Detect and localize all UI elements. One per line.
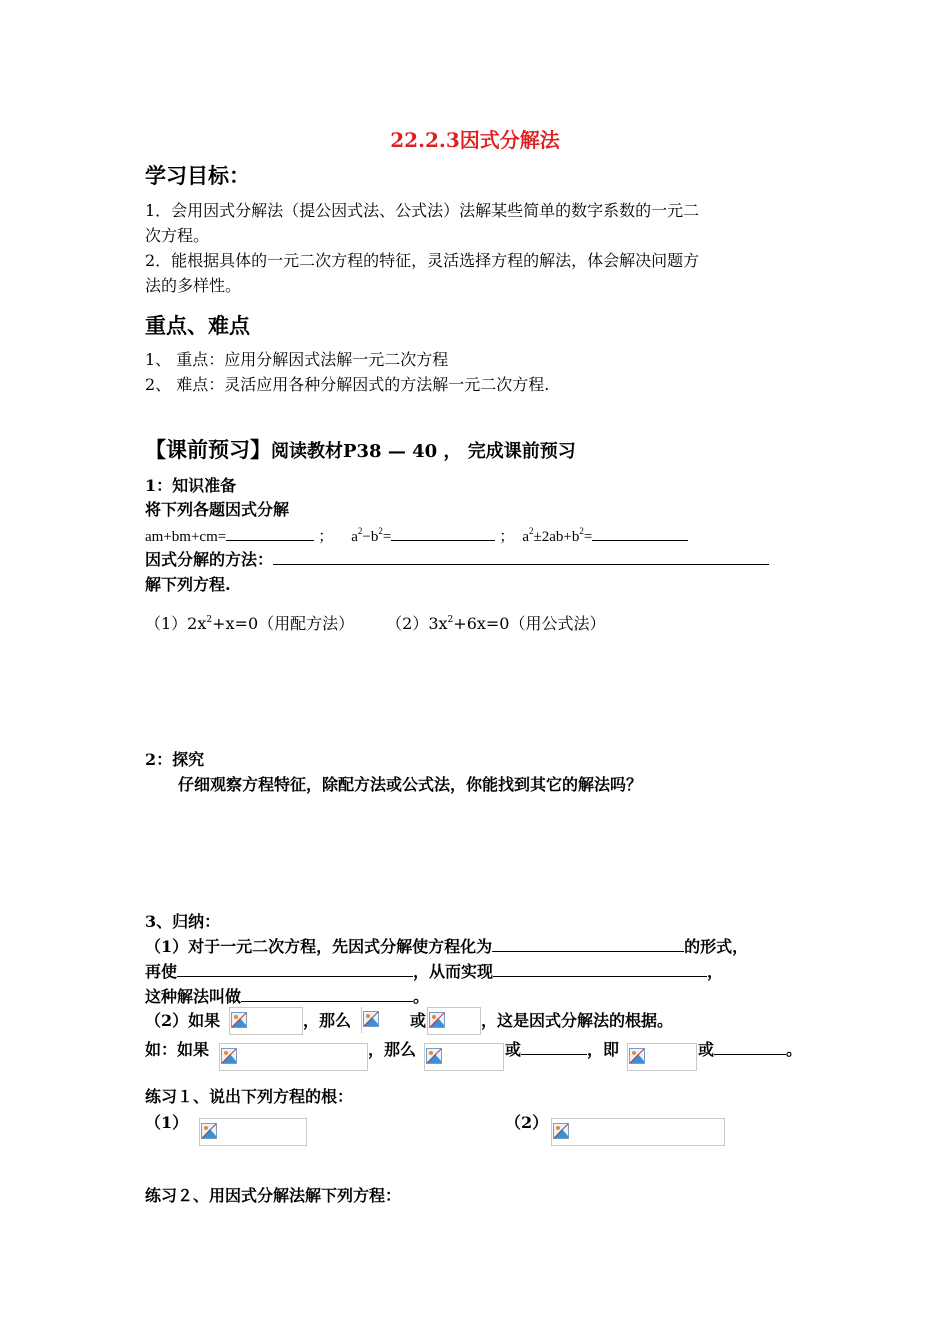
formula-2-blank[interactable] [391, 524, 495, 541]
section-1-label: 1：知识准备 [145, 476, 237, 495]
broken-image-icon [201, 1123, 217, 1139]
section-2-label: 2：探究 [145, 750, 205, 769]
equation-image [551, 1118, 725, 1146]
practice-1-label: 练习１、说出下列方程的根： [145, 1087, 354, 1106]
preview-heading-bracket: 【课前预习】 [145, 437, 271, 462]
induction-line-2: 再使 ，从而实现 ， [145, 962, 724, 981]
induction-line-1: （1）对于一元二次方程，先因式分解使方程化为 的形式， [145, 937, 749, 956]
formula-1: am+bm+cm= [145, 529, 227, 545]
induction-blank-3[interactable] [493, 960, 707, 977]
broken-image-icon [221, 1048, 237, 1064]
example-line-a: 如：如果 [145, 1040, 210, 1059]
practice-2-label: 练习２、用因式分解法解下列方程： [145, 1186, 402, 1205]
induction-line-4-a: （2）如果 [145, 1011, 221, 1030]
example-line-c: 或 ，即 [505, 1040, 620, 1059]
practice-1-item-1-label: （1） [145, 1113, 189, 1132]
equation-1: $(1)2x^2+x=0$（用配方法） [145, 614, 355, 633]
page-title: 22.2.3因式分解法 [390, 128, 560, 152]
formula-2: $a^2-b^2=$ [351, 526, 392, 545]
broken-image-icon [426, 1048, 442, 1064]
objectives-heading: 学习目标： [145, 163, 250, 188]
example-line-b: ，那么 [368, 1040, 417, 1059]
objective-1-line-1: 1．会用因式分解法（提公因式法、公式法）法解某些简单的数字系数的一元二 [145, 201, 700, 220]
broken-image-icon [363, 1011, 379, 1027]
equation-image [427, 1007, 481, 1035]
objective-2-line-1: 2．能根据具体的一元二次方程的特征，灵活选择方程的解法，体会解决问题方 [145, 251, 700, 270]
preview-heading [145, 434, 576, 464]
example-blank-2[interactable] [714, 1038, 786, 1055]
induction-line-4-d: ，这是因式分解法的根据。 [481, 1011, 674, 1030]
broken-image-icon [429, 1012, 445, 1028]
practice-1-item-2-label: （2） [505, 1113, 549, 1132]
objective-1-line-2: 次方程。 [145, 226, 210, 245]
section-3-label: 3、归纳： [145, 912, 221, 931]
formula-3: $a^2\pm 2ab+b^2=$ [522, 526, 593, 545]
induction-line-4-c: 或 [410, 1011, 427, 1030]
equation-image [627, 1043, 697, 1071]
equation-image [361, 1007, 408, 1033]
objective-2-line-2: 法的多样性。 [145, 276, 242, 295]
formula-3-blank[interactable] [592, 524, 688, 541]
induction-line-3: 这种解法叫做 。 [145, 987, 430, 1006]
formula-1-blank[interactable] [226, 524, 314, 541]
key-points-heading: 重点、难点 [145, 313, 250, 338]
key-point-2: 2、 难点：灵活应用各种分解因式的方法解一元二次方程. [145, 375, 550, 394]
equation-image [229, 1007, 303, 1035]
preview-heading-text: 阅读教材P38 — 40 ， 完成课前预习 [271, 441, 576, 462]
separator-2: ； [499, 529, 515, 545]
equations-line [145, 611, 605, 634]
factor-formulas-line [145, 524, 688, 546]
example-line-d: 或 。 [698, 1040, 803, 1059]
key-point-1: 1、 重点：应用分解因式法解一元二次方程 [145, 350, 449, 369]
broken-image-icon [231, 1012, 247, 1028]
broken-image-icon [629, 1048, 645, 1064]
method-label: 因式分解的方法： [145, 550, 274, 569]
solve-label: 解下列方程. [145, 575, 231, 594]
section-2-text: 仔细观察方程特征，除配方法或公式法，你能找到其它的解法吗？ [178, 775, 643, 794]
induction-line-4-b: ，那么 [303, 1011, 352, 1030]
separator-1: ； [318, 529, 334, 545]
induction-blank-1[interactable] [492, 935, 684, 952]
induction-blank-4[interactable] [241, 985, 413, 1002]
equation-2: $(2)3x^2+6x=0$（用公式法） [386, 614, 606, 633]
method-line [145, 548, 769, 572]
equation-image [219, 1043, 368, 1071]
broken-image-icon [553, 1123, 569, 1139]
section-1-instruction: 将下列各题因式分解 [145, 500, 290, 519]
equation-image [199, 1118, 307, 1146]
example-blank-1[interactable] [521, 1038, 587, 1055]
method-blank[interactable] [273, 548, 769, 565]
induction-blank-2[interactable] [177, 960, 413, 977]
equation-image [424, 1043, 504, 1071]
